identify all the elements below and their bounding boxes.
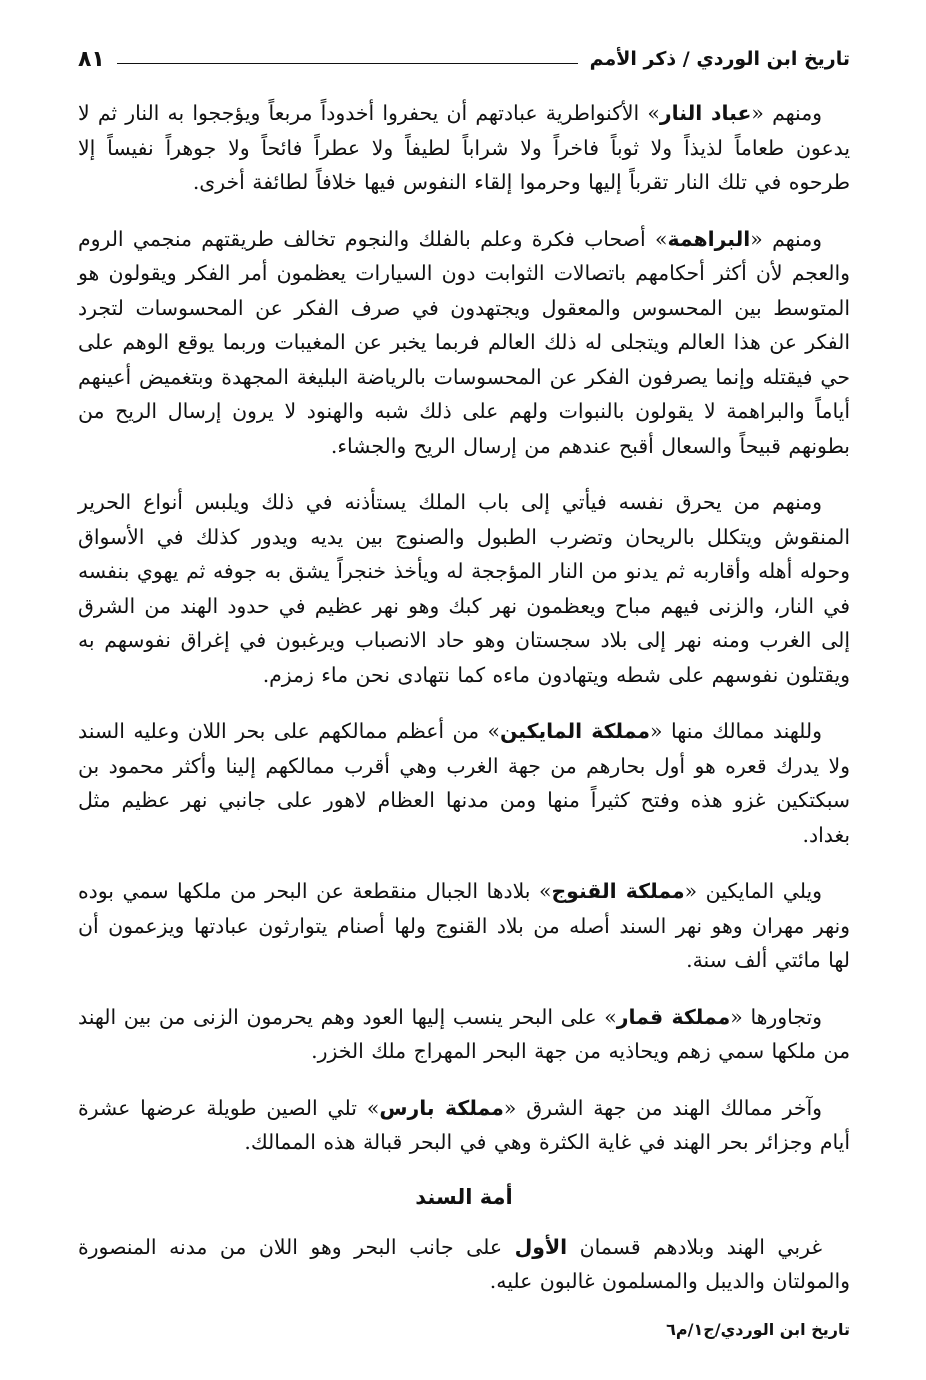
page-number: ٨١ — [78, 46, 105, 72]
running-title: تاريخ ابن الوردي / ذكر الأمم — [589, 48, 850, 70]
paragraph-bold-term: مملكة بارس — [379, 1095, 504, 1120]
paragraph-bold-term: مملكة القنوج — [551, 879, 685, 903]
section-heading: أمة السند — [415, 1184, 513, 1209]
body-text — [78, 96, 850, 1299]
paragraph-text: غربي الهند وبلادهم قسمان — [567, 1234, 822, 1259]
paragraph-text: على جانب البحر وهو اللان من مدنه المنصورة والمولتان والديبل والمسلمون غالبون عليه. — [78, 1234, 850, 1293]
paragraph-text: » تلي الصين طويلة عرضها عشرة أيام وجزائر بحر الهند في غاية الكثرة وهي في البحر قبالة هذه الممالك. — [78, 1095, 850, 1154]
paragraph-text: » من أعظم ممالكهم على بحر اللان وعليه السند ولا يدرك قعره هو أول بحارهم من جهة الغرب وهي أقرب ممالكهم إلينا وأكثر محمود بن سبكتكين غزو هذه وفتح كثيراً منها ومن مدنها العظام لاهور على جانبي نهر عظيم مثل بغداد. — [78, 719, 850, 847]
paragraph-fire-worshippers — [78, 96, 850, 200]
paragraph-text: » أصحاب فكرة وعلم بالفلك والنجوم تخالف طريقتهم منجمي الروم والعجم لأن أكثر أحكامهم باتصالات الثوابت دون السيارات يعظمون أمر الفكر ويقولون هو المتوسط بين المحسوس والمعقول ويجتهدون في صرف الفكر عن المحسوسات لتجرد الفكر عن هذا العالم ويتجلى له ذلك العالم فربما يخبر عن المغيبات وربما يوقع الوهم على حي فيقتله وإنما يصرفون الفكر عن المحسوسات بالرياضة البليغة المجهدة وبتغميض أعينهم أياماً والبراهمة لا يقولون بالنبوات ولهم على ذلك شبه والهنود لا يرون إرسال الريح من بطونهم قبيحاً والسعال أقبح عندهم من إرسال الريح والجشاء. — [78, 226, 850, 458]
paragraph-qannawj-kingdom — [78, 874, 850, 978]
header-rule — [117, 63, 578, 64]
paragraph-text: ويلي المايكين « — [684, 879, 822, 903]
paragraph-bold-term: مملكة قمار — [616, 1004, 731, 1029]
paragraph-bold-term: البراهمة — [667, 226, 751, 251]
page-footer: تاريخ ابن الوردي/ج١/م٦ — [666, 1320, 850, 1339]
paragraph-text: » بلادها الجبال منقطعة عن البحر من ملكها سمي بوده ونهر مهران وهو نهر السند أصله من بلاد القنوج ولها أصنام يتوارثون عبادتها ويزعمون أن لها مائتي ألف سنة. — [78, 879, 850, 972]
paragraph-baris-kingdom — [78, 1091, 850, 1160]
paragraph-sind — [78, 1230, 850, 1299]
page-header — [78, 36, 850, 82]
paragraph-text: وتجاورها « — [730, 1004, 823, 1029]
paragraph-bold-term: عباد النار — [659, 101, 752, 125]
paragraph-text: » على البحر ينسب إليها العود وهم يحرمون الزنى من بين الهند من ملكها سمي زهم ويحاذيه من جهة البحر المهراج ملك الخزر. — [78, 1004, 850, 1063]
paragraph-text: ومنهم من يحرق نفسه فيأتي إلى باب الملك يستأذنه في ذلك ويلبس أنواع الحرير المنقوش ويتكلل بالريحان وتضرب الطبول والصنوج بين يديه ويدور كذلك في الأسواق وحوله أهله وأقاربه ثم يدنو من النار المؤججة له ويأخذ خنجراً يشق به جوفه ثم يهوي بنفسه في النار، والزنى فيهم مباح ويعظمون نهر كبك وهو نهر عظيم في حدود الهند من الشرق إلى الغرب ومنه نهر إلى بلاد سجستان وهو حاد الانصباب ويرغبون في إغراق نفوسهم به ويقتلون نفوسهم على شطه ويتهادون ماءه كما نتهادى نحن ماء زمزم. — [78, 490, 850, 687]
paragraph-text: وللهند ممالك منها « — [650, 719, 822, 743]
paragraph-brahmins — [78, 222, 850, 464]
paragraph-qimar-kingdom — [78, 1000, 850, 1069]
paragraph-bold-term: الأول — [514, 1234, 568, 1259]
paragraph-text: » الأكنواطرية عبادتهم أن يحفروا أخدوداً مربعاً ويؤججوا به النار ثم لا يدعون طعاماً لذيذاً ولا ثوباً فاخراً ولا شراباً لطيفاً ولا عطراً فائحاً ولا جوهراً نفيساً إلا طرحوه في تلك النار تقرباً إليها وحرموا إلقاء النفوس فيها خلافاً لطائفة أخرى. — [78, 101, 850, 194]
paragraph-mayikin-kingdom — [78, 714, 850, 852]
paragraph-bold-term: مملكة المايكين — [499, 719, 651, 743]
paragraph-text: ومنهم « — [751, 101, 822, 125]
paragraph-text: ومنهم « — [750, 226, 822, 251]
paragraph-text: وآخر ممالك الهند من جهة الشرق « — [503, 1095, 822, 1120]
book-page — [78, 36, 850, 1366]
paragraph-self-burning — [78, 485, 850, 692]
